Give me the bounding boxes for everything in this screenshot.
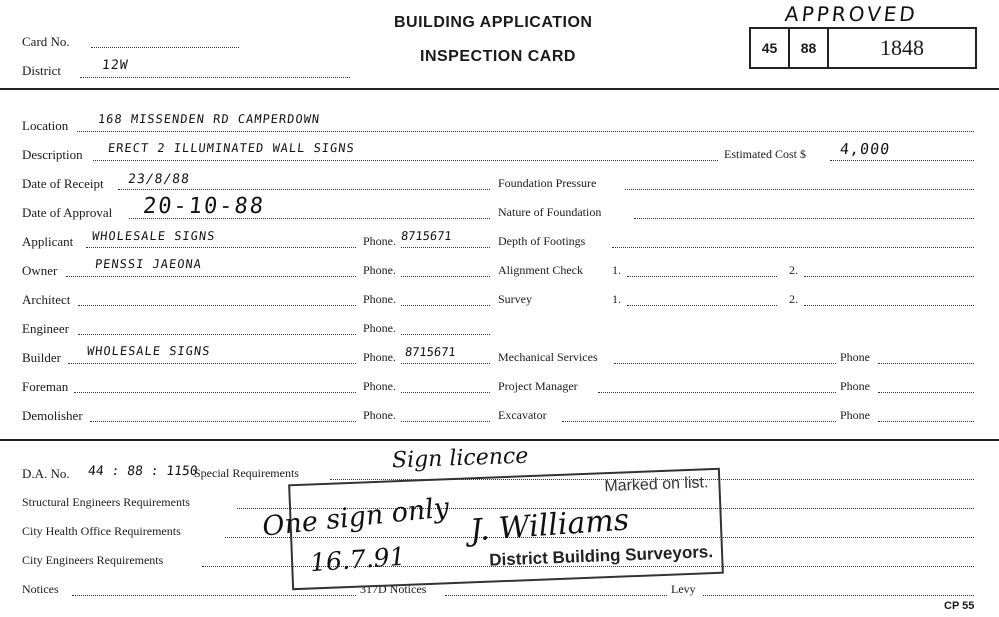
engineer-label: Engineer [22, 321, 69, 336]
builder-value: WHOLESALE SIGNS [86, 344, 212, 358]
levy-field [703, 595, 974, 596]
foreman-field [74, 392, 356, 393]
middle-divider [0, 439, 999, 441]
notices-label: Notices [22, 582, 59, 596]
alignment-check-field-2 [804, 276, 974, 277]
foundation-pressure-label: Foundation Pressure [498, 176, 597, 190]
applicant-phone-label: Phone. [363, 234, 396, 248]
notices-317d-field [445, 595, 667, 596]
description-field [93, 160, 718, 161]
mechanical-services-phone-field [878, 363, 974, 364]
da-no-label: D.A. No. [22, 466, 70, 481]
district-field [80, 77, 350, 78]
nature-of-foundation-label: Nature of Foundation [498, 205, 602, 219]
location-value: 168 MISSENDEN RD CAMPERDOWN [97, 112, 321, 126]
notices-field [72, 595, 356, 596]
owner-field [66, 276, 356, 277]
mechanical-services-field [614, 363, 836, 364]
builder-field [68, 363, 356, 364]
special-requirements-value: Sign licence [391, 443, 529, 474]
foreman-phone-label: Phone. [363, 379, 396, 393]
applicant-label: Applicant [22, 234, 74, 249]
builder-label: Builder [22, 350, 61, 365]
excavator-phone-label: Phone [840, 408, 870, 422]
demolisher-phone-field [401, 421, 490, 422]
structural-engineers-label: Structural Engineers Requirements [22, 495, 190, 509]
architect-label: Architect [22, 292, 71, 307]
top-divider [0, 88, 999, 90]
nature-of-foundation-field [634, 218, 974, 219]
date-of-approval-value: 20-10-88 [141, 194, 267, 219]
location-field [77, 131, 974, 132]
form-code: CP 55 [944, 600, 975, 612]
alignment-check-label: Alignment Check [498, 263, 583, 277]
district-label: District [22, 63, 61, 78]
estimated-cost-label: Estimated Cost $ [724, 147, 806, 161]
estimated-cost-value: 4,000 [839, 140, 892, 158]
card-no-label: Card No. [22, 34, 70, 49]
survey-field-1 [627, 305, 777, 306]
number-cell-1: 45 [749, 27, 790, 69]
foundation-pressure-field [625, 189, 974, 190]
signature: J. Williams [468, 502, 631, 549]
applicant-phone-field [401, 247, 490, 248]
architect-phone-label: Phone. [363, 292, 396, 306]
survey-item-1: 1. [612, 292, 621, 306]
location-label: Location [22, 118, 69, 133]
builder-phone-value: 8715671 [404, 345, 457, 359]
stamp-line-2: District Building Surveyors. [488, 542, 714, 570]
date-of-approval-label: Date of Approval [22, 205, 113, 220]
applicant-phone-value: 8715671 [400, 229, 453, 243]
depth-of-footings-label: Depth of Footings [498, 234, 586, 248]
number-cell-3: 1848 [827, 27, 977, 69]
description-label: Description [22, 147, 83, 162]
notices-317d-label: 317D Notices [360, 582, 427, 596]
demolisher-field [90, 421, 356, 422]
project-manager-label: Project Manager [498, 379, 578, 393]
mechanical-services-phone-label: Phone [840, 350, 870, 364]
foreman-phone-field [401, 392, 490, 393]
date-of-receipt-field [118, 189, 490, 190]
excavator-field [562, 421, 836, 422]
project-manager-field [598, 392, 836, 393]
district-value: 12W [101, 58, 130, 73]
owner-phone-label: Phone. [363, 263, 396, 277]
depth-of-footings-field [612, 247, 974, 248]
number-cell-2: 88 [788, 27, 829, 69]
mechanical-services-label: Mechanical Services [498, 350, 598, 364]
date-of-receipt-value: 23/8/88 [127, 172, 191, 187]
project-manager-phone-field [878, 392, 974, 393]
demolisher-phone-label: Phone. [363, 408, 396, 422]
project-manager-phone-label: Phone [840, 379, 870, 393]
excavator-label: Excavator [498, 408, 547, 422]
architect-field [78, 305, 356, 306]
engineer-field [78, 334, 356, 335]
da-no-value: 44 : 88 : 1150 [87, 464, 199, 479]
handwritten-date: 16.7.91 [309, 541, 407, 578]
alignment-check-item-1: 1. [612, 263, 621, 277]
architect-phone-field [401, 305, 490, 306]
estimated-cost-field [830, 160, 974, 161]
survey-field-2 [804, 305, 974, 306]
description-value: ERECT 2 ILLUMINATED WALL SIGNS [107, 141, 356, 155]
alignment-check-field-1 [627, 276, 777, 277]
date-of-receipt-label: Date of Receipt [22, 176, 104, 191]
title-line-2: INSPECTION CARD [420, 48, 576, 65]
demolisher-label: Demolisher [22, 408, 83, 423]
title-line-1: BUILDING APPLICATION [394, 14, 593, 31]
handwritten-note: One sign only [260, 492, 451, 543]
city-engineers-label: City Engineers Requirements [22, 553, 164, 567]
stamp-line-1: Marked on list. [604, 474, 709, 496]
city-health-label: City Health Office Requirements [22, 524, 181, 538]
card-no-field [91, 47, 239, 48]
owner-label: Owner [22, 263, 58, 278]
applicant-field [86, 247, 356, 248]
excavator-phone-field [878, 421, 974, 422]
special-requirements-label: Special Requirements [194, 466, 299, 480]
owner-value: PENSSI JAEONA [94, 257, 203, 271]
approved-stamp: APPROVED [783, 2, 920, 26]
engineer-phone-label: Phone. [363, 321, 396, 335]
foreman-label: Foreman [22, 379, 69, 394]
survey-label: Survey [498, 292, 532, 306]
alignment-check-item-2: 2. [789, 263, 798, 277]
applicant-value: WHOLESALE SIGNS [91, 229, 217, 243]
survey-item-2: 2. [789, 292, 798, 306]
builder-phone-field [401, 363, 490, 364]
engineer-phone-field [401, 334, 490, 335]
owner-phone-field [401, 276, 490, 277]
builder-phone-label: Phone. [363, 350, 396, 364]
levy-label: Levy [671, 582, 696, 596]
